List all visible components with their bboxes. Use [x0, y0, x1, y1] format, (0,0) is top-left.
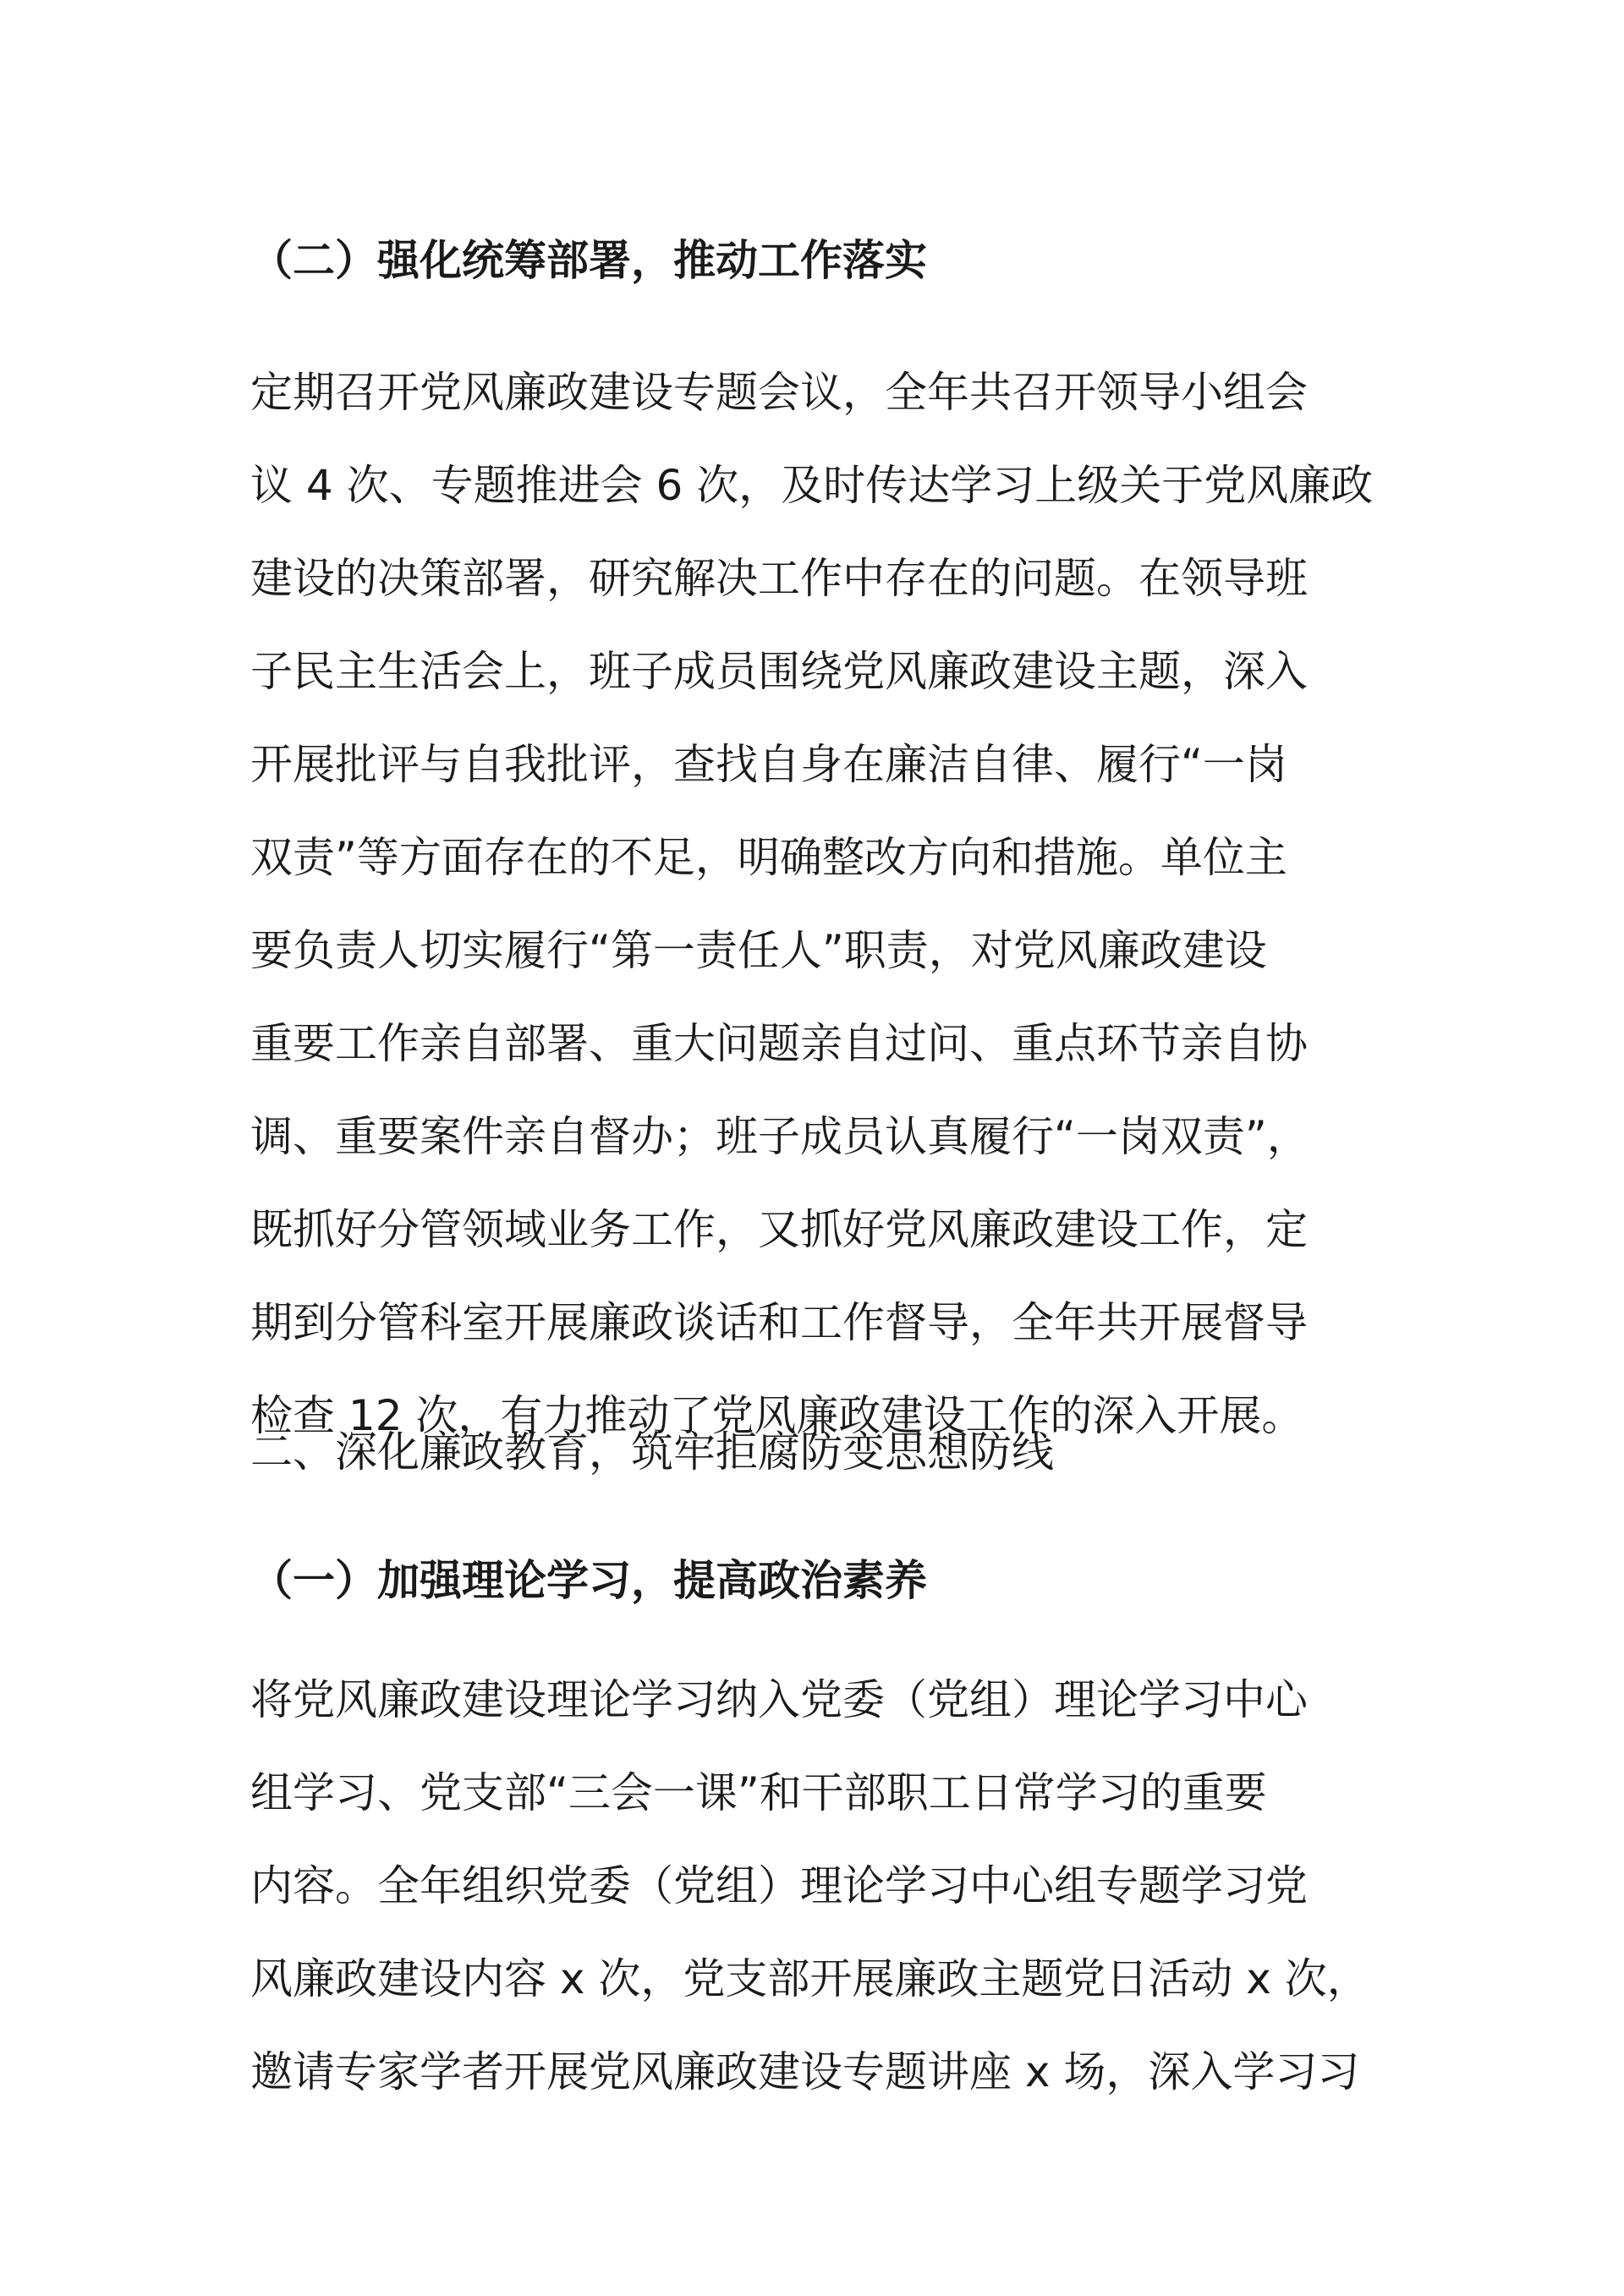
paragraph-line: 开展批评与自我批评，查找自身在廉洁自律、履行“一岗: [250, 740, 1287, 789]
paragraph-line: 期到分管科室开展廉政谈话和工作督导，全年共开展督导: [250, 1298, 1308, 1347]
subheading-strengthen-coordination: （二）强化统筹部署，推动工作落实: [250, 236, 927, 285]
paragraph-line: 将党风廉政建设理论学习纳入党委（党组）理论学习中心: [250, 1675, 1308, 1724]
paragraph-line: 子民主生活会上，班子成员围绕党风廉政建设主题，深入: [250, 647, 1308, 696]
section-heading-integrity-education: 二、深化廉政教育，筑牢拒腐防变思想防线: [250, 1427, 1054, 1477]
paragraph-line: 重要工作亲自部署、重大问题亲自过问、重点环节亲自协: [250, 1019, 1308, 1068]
paragraph-line: 建设的决策部署，研究解决工作中存在的问题。在领导班: [250, 554, 1308, 603]
paragraph-line: 风廉政建设内容 x 次，党支部开展廉政主题党日活动 x 次，: [250, 1954, 1369, 2003]
paragraph-line: 双责”等方面存在的不足，明确整改方向和措施。单位主: [250, 833, 1287, 882]
paragraph-meetings: [250, 346, 1401, 1462]
paragraph-line: 要负责人切实履行“第一责任人”职责，对党风廉政建设: [250, 926, 1267, 975]
paragraph-line: 调、重要案件亲自督办；班子成员认真履行“一岗双责”，: [250, 1112, 1309, 1161]
paragraph-line: 议 4 次、专题推进会 6 次，及时传达学习上级关于党风廉政: [250, 461, 1374, 510]
paragraph-line: 内容。全年组织党委（党组）理论学习中心组专题学习党: [250, 1861, 1308, 1910]
subheading-theory-study: （一）加强理论学习，提高政治素养: [250, 1556, 927, 1605]
paragraph-theory-study: [250, 1653, 1401, 2118]
paragraph-line: 组学习、党支部“三会一课”和干部职工日常学习的重要: [250, 1768, 1267, 1817]
paragraph-line: 既抓好分管领域业务工作，又抓好党风廉政建设工作，定: [250, 1205, 1308, 1254]
paragraph-line: 邀请专家学者开展党风廉政建设专题讲座 x 场，深入学习习: [250, 2047, 1360, 2096]
paragraph-line: 检查 12 次，有力推动了党风廉政建设工作的深入开展。: [250, 1391, 1304, 1440]
paragraph-line: 定期召开党风廉政建设专题会议，全年共召开领导小组会: [250, 368, 1308, 417]
